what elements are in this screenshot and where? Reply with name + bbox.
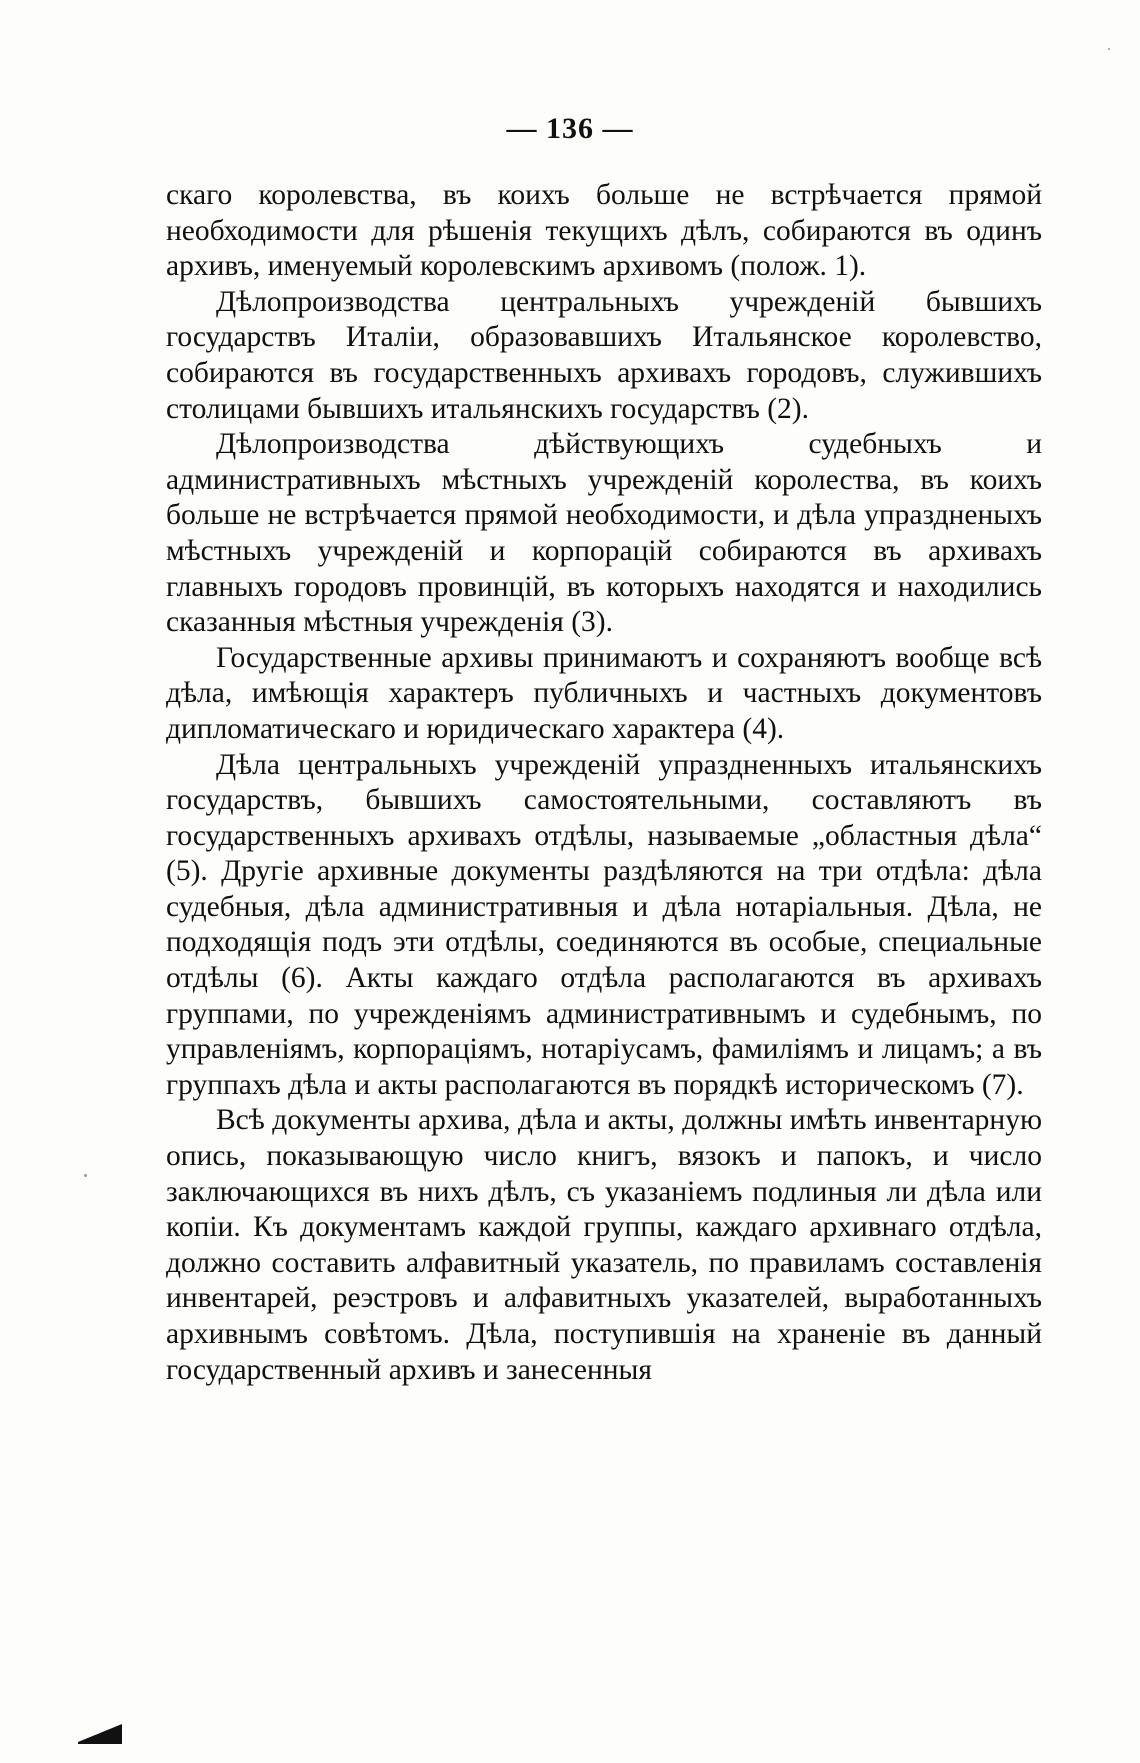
paragraph-3: Дѣлопроизводства дѣйствующихъ судебныхъ и административныхъ мѣстныхъ учрежденій королества, въ коихъ больше не встрѣчается прямой необходимости, и дѣла упраздненыхъ мѣстныхъ учрежденій и корпорацій собираются въ архивахъ главныхъ городовъ провинцій, въ которыхъ находятся и находились сказанныя мѣстныя учрежденія (3). (166, 428, 1042, 639)
paragraph-6: Всѣ документы архива, дѣла и акты, должны имѣть инвентарную опись, показывающую число книгъ, вязокъ и папокъ, и число заключающихся въ нихъ дѣлъ, съ указаніемъ подлиныя ли дѣла или копіи. Къ документамъ каждой группы, каждаго архивнаго отдѣла, должно составить алфавитный указатель, по правиламъ составленія инвентарей, реэстровъ и алфавитныхъ указателей, выработанныхъ архивнымъ совѣтомъ. Дѣла, поступившія на храненіе въ данный государственный архивъ и занесенныя (166, 1104, 1042, 1386)
paragraph-4: Государственные архивы принимаютъ и сохраняютъ вообще всѣ дѣла, имѣющія характеръ публичныхъ и частныхъ документовъ дипломатическаго и юридическаго характера (4). (166, 641, 1042, 745)
paragraph-2: Дѣлопроизводства центральныхъ учрежденій бывшихъ государствъ Италіи, образовавшихъ Итальянское королевство, собираются въ государственныхъ архивахъ городовъ, служившихъ столицами бывшихъ итальянскихъ государствъ (2). (166, 285, 1042, 425)
body-text (166, 178, 1042, 1388)
paragraph-5: Дѣла центральныхъ учрежденій упраздненныхъ итальянскихъ государствъ, бывшихъ самостоятельными, составляютъ въ государственныхъ архивахъ отдѣлы, называемые „областныя дѣла“ (5). Другіе архивные документы раздѣляются на три отдѣла: дѣла судебныя, дѣла административныя и дѣла нотаріальныя. Дѣла, не подходящія подъ эти отдѣлы, соединяются въ особые, специальные отдѣлы (6). Акты каждаго отдѣла располагаются въ архивахъ группами, по учрежденіямъ административнымъ и судебнымъ, по управленіямъ, корпораціямъ, нотаріусамъ, фамиліямъ и лицамъ; а въ группахъ дѣла и акты располагаются въ порядкѣ историческомъ (7). (166, 748, 1042, 1101)
paragraph-1: скаго королевства, въ коихъ больше не встрѣчается прямой необходимости для рѣшенія текущихъ дѣлъ, собираются въ одинъ архивъ, именуемый королевскимъ архивомъ (полож. 1). (166, 179, 1042, 283)
margin-speck (1108, 48, 1110, 50)
margin-speck (84, 1174, 87, 1177)
page-number: — 136 — (506, 112, 634, 145)
print-corner-mark-icon (78, 1722, 122, 1744)
